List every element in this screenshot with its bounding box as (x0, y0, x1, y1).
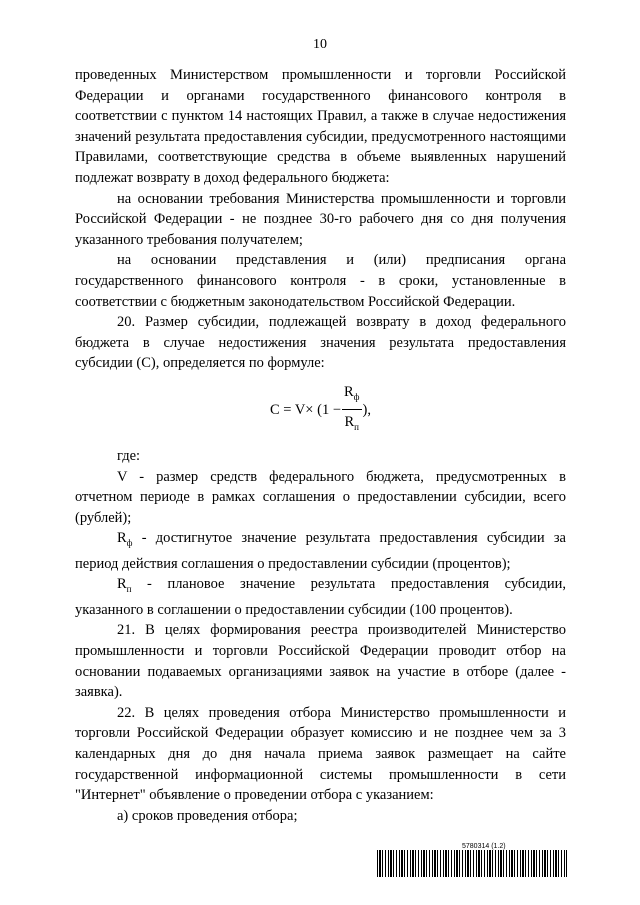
paragraph-22: 22. В целях проведения отбора Министерство промышленности и торговли Российской Федерации образует комиссию и не позднее чем за 3 календарных дня до дня начала приема заявок размещает на сайте государственной информационной системы промышленности в сети "Интернет" объявление о проведении отбора с указанием: (75, 704, 566, 804)
formula-fraction (342, 382, 362, 438)
page-number: 10 (313, 37, 327, 52)
paragraph-22-a: а) сроков проведения отбора; (117, 807, 298, 824)
formula-tail: ), (362, 401, 371, 418)
document-code: 5780314 (1.2) (462, 843, 506, 850)
formula (75, 374, 566, 446)
paragraph-21: 21. В целях формирования реестра производителей Министерство промышленности и торговли Российской Федерации проводит отбор на основании подаваемых организациями заявок на участие в отборе (далее - заявка). (75, 622, 566, 701)
formula-lhs: C = V× (1 − (270, 401, 341, 418)
paragraph-continuation: проведенных Министерством промышленности и торговли Российской Федерации и органами государственного финансового контроля в соответствии с пунктом 14 настоящих Правил, а также в случае недостижения значений результата предоставления субсидии, предусмотренного настоящими Правилами, соответствующие средства в объеме выявленных нарушений подлежат возврату в доход федерального бюджета: (75, 67, 566, 186)
paragraph-rf-definition: $R_ф$ - достигнутое значение результата предоставления субсидии за период действия соглашения о предоставлении субсидии (процентов); (75, 530, 566, 572)
paragraph-v-definition: V - размер средств федерального бюджета, предусмотренных в отчетном периоде в рамках соглашения о предоставлении субсидии, всего (рублей); (75, 468, 566, 526)
paragraph-rp-definition: $R_п$ - плановое значение результата предоставления субсидии, указанного в соглашении о предоставлении субсидии (100 процентов). (75, 576, 566, 618)
paragraph-representation: на основании представления и (или) предписания органа государственного финансового контроля - в сроки, установленные в соответствии с бюджетным законодательством Российской Федерации. (75, 252, 566, 310)
paragraph-requirement: на основании требования Министерства промышленности и торговли Российской Федерации - не позднее 30-го рабочего дня со дня получения указанного требования получателем; (75, 190, 566, 248)
body-text (75, 65, 566, 826)
barcode (377, 850, 567, 877)
formula-denominator: $R_п$ (344, 414, 359, 433)
paragraph-20: 20. Размер субсидии, подлежащей возврату в доход федерального бюджета в случае недостижения значения результата предоставления субсидии (C), определяется по формуле: (75, 314, 566, 372)
paragraph-where: где: (117, 447, 141, 464)
formula-numerator: $R_ф$ (342, 382, 362, 410)
